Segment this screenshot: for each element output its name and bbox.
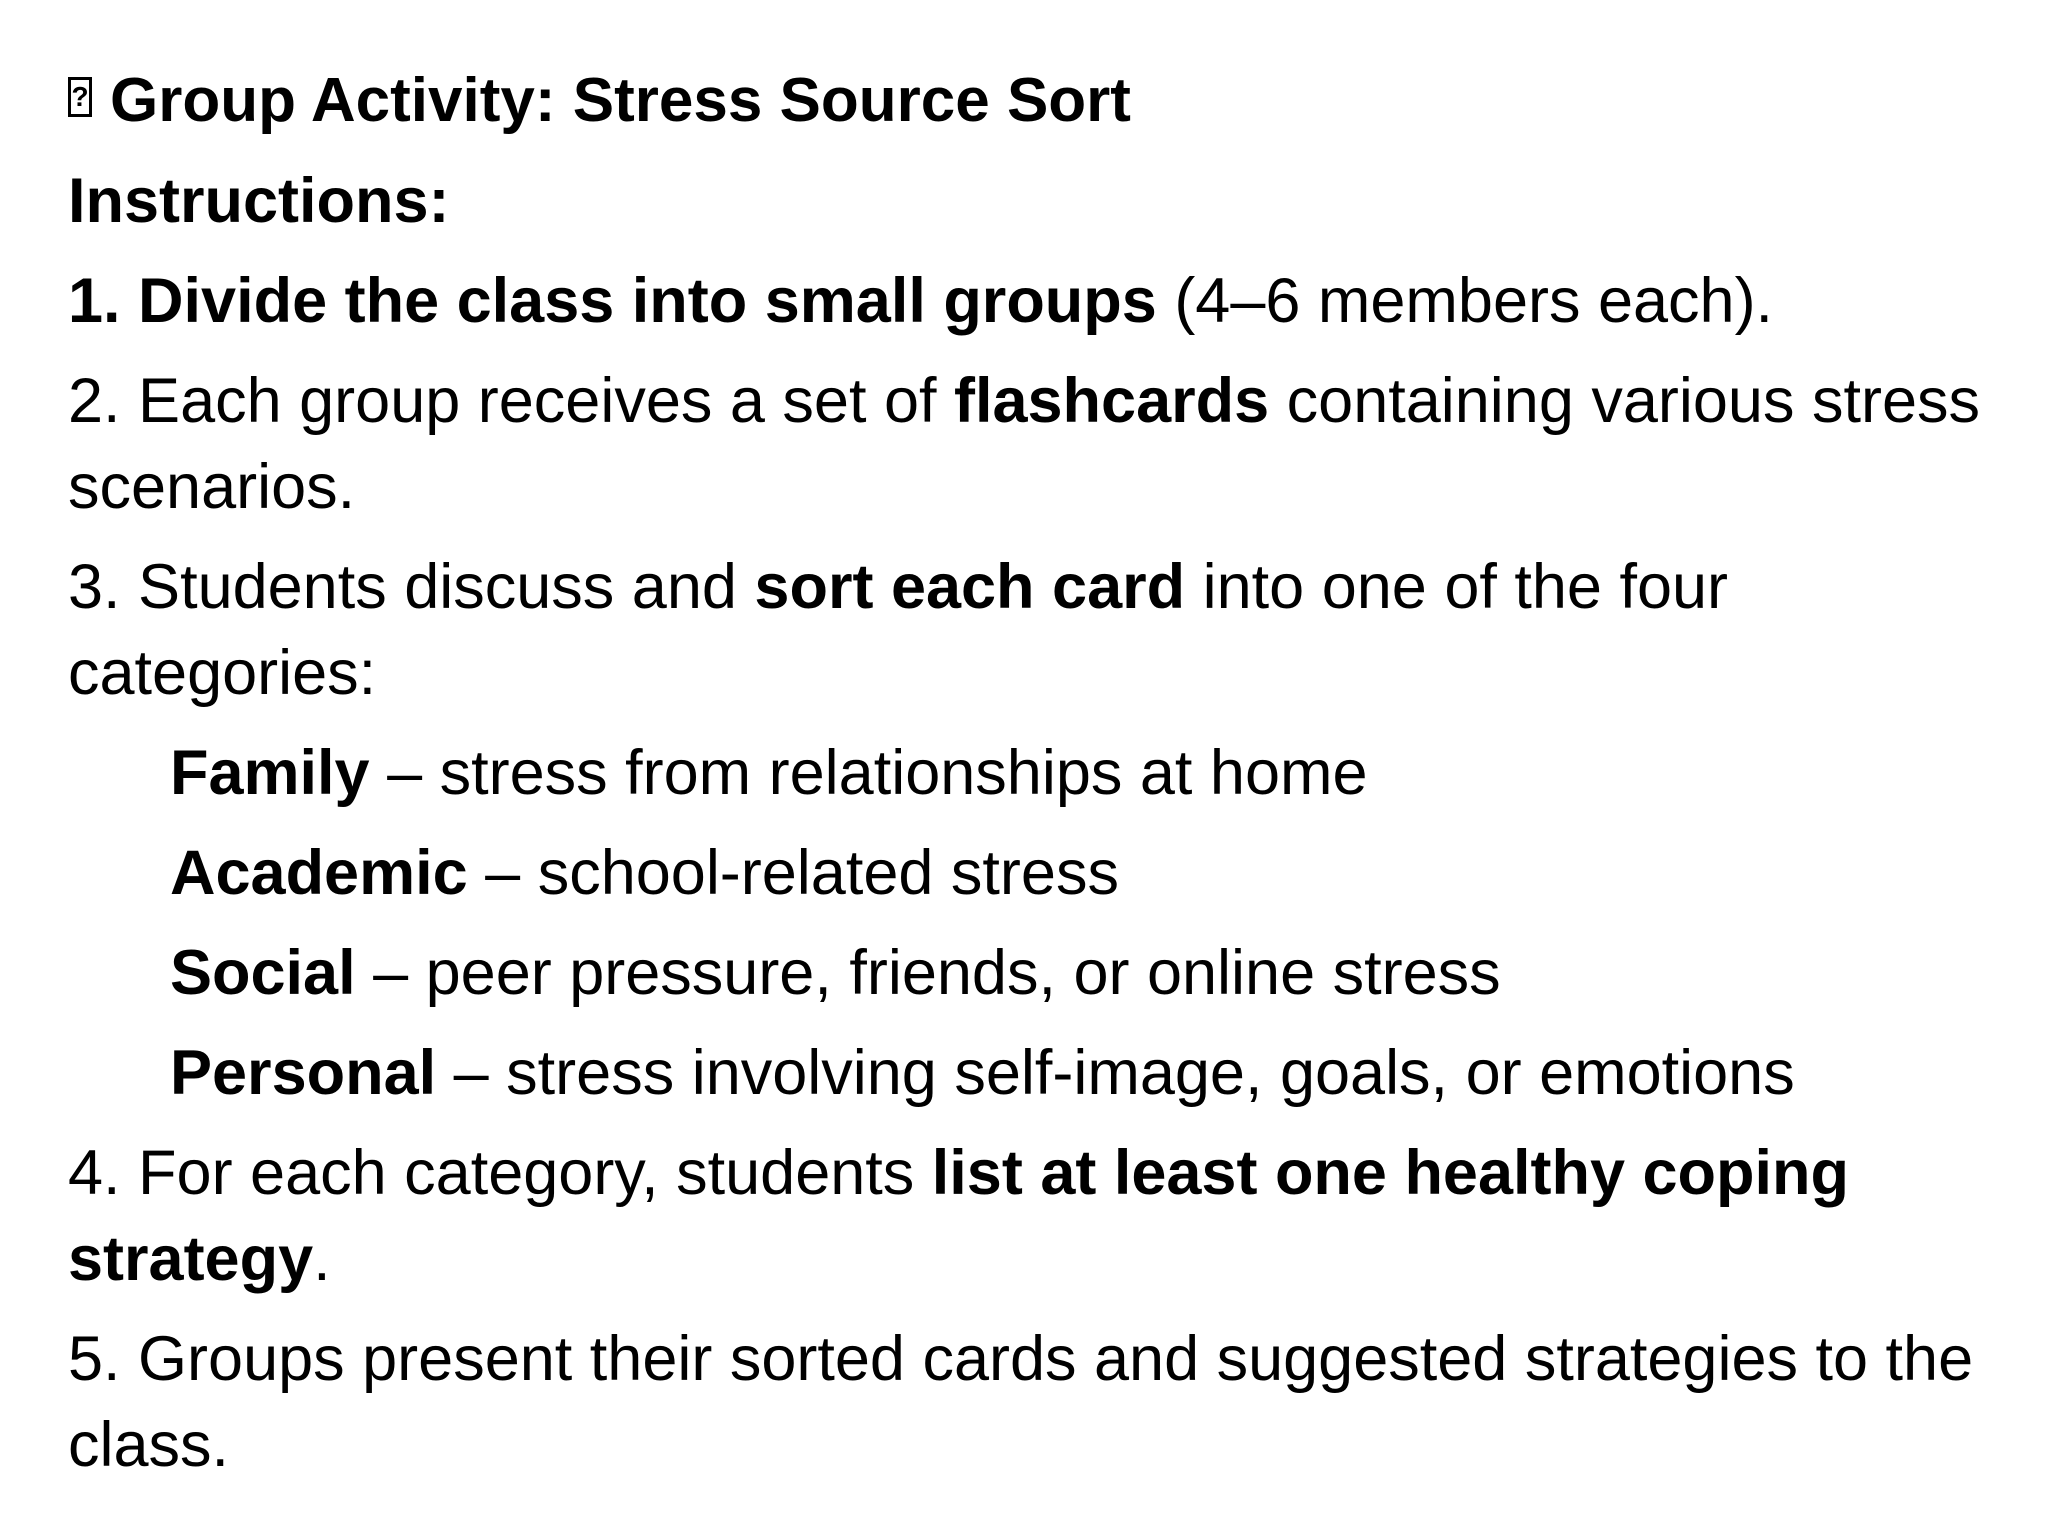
step-3 — [68, 544, 2008, 716]
step-2 — [68, 358, 2008, 530]
step-4-pre: 4. For each category, students — [68, 1138, 932, 1208]
category-name: Personal — [170, 1038, 437, 1108]
category-item — [68, 1030, 2008, 1116]
activity-title — [68, 58, 2008, 144]
step-1-bold: 1. Divide the class into small groups — [68, 266, 1157, 336]
category-name: Social — [170, 938, 356, 1008]
activity-slide — [68, 58, 2008, 1502]
step-1 — [68, 258, 2008, 344]
category-desc: – peer pressure, friends, or online stress — [355, 938, 1501, 1008]
category-desc: – stress from relationships at home — [369, 738, 1368, 808]
step-4 — [68, 1130, 2008, 1302]
step-5: 5. Groups present their sorted cards and suggested strategies to the class. — [68, 1324, 1974, 1480]
category-name: Academic — [170, 838, 468, 908]
category-item — [68, 730, 2008, 816]
step-2-bold: flashcards — [954, 366, 1270, 436]
category-desc: – school-related stress — [467, 838, 1119, 908]
category-desc: – stress involving self-image, goals, or emotions — [436, 1038, 1795, 1108]
activity-title-text: Group Activity: Stress Source Sort — [110, 66, 1131, 135]
category-item — [68, 930, 2008, 1016]
step-3-bold: sort each card — [754, 552, 1186, 622]
step-3-post: into one of the four categories: — [68, 552, 1729, 708]
category-item — [68, 830, 2008, 916]
step-1-rest: (4–6 members each). — [1156, 266, 1774, 336]
step-2-post: containing various stress scenarios. — [68, 366, 1980, 522]
step-3-pre: 3. Students discuss and — [68, 552, 755, 622]
category-name: Family — [170, 738, 370, 808]
instructions-heading: Instructions: — [68, 166, 450, 236]
step-4-post: . — [313, 1224, 331, 1294]
step-4-bold: list at least one healthy coping strategy — [68, 1138, 1849, 1294]
missing-glyph-icon — [68, 77, 92, 117]
step-2-pre: 2. Each group receives a set of — [68, 366, 954, 436]
